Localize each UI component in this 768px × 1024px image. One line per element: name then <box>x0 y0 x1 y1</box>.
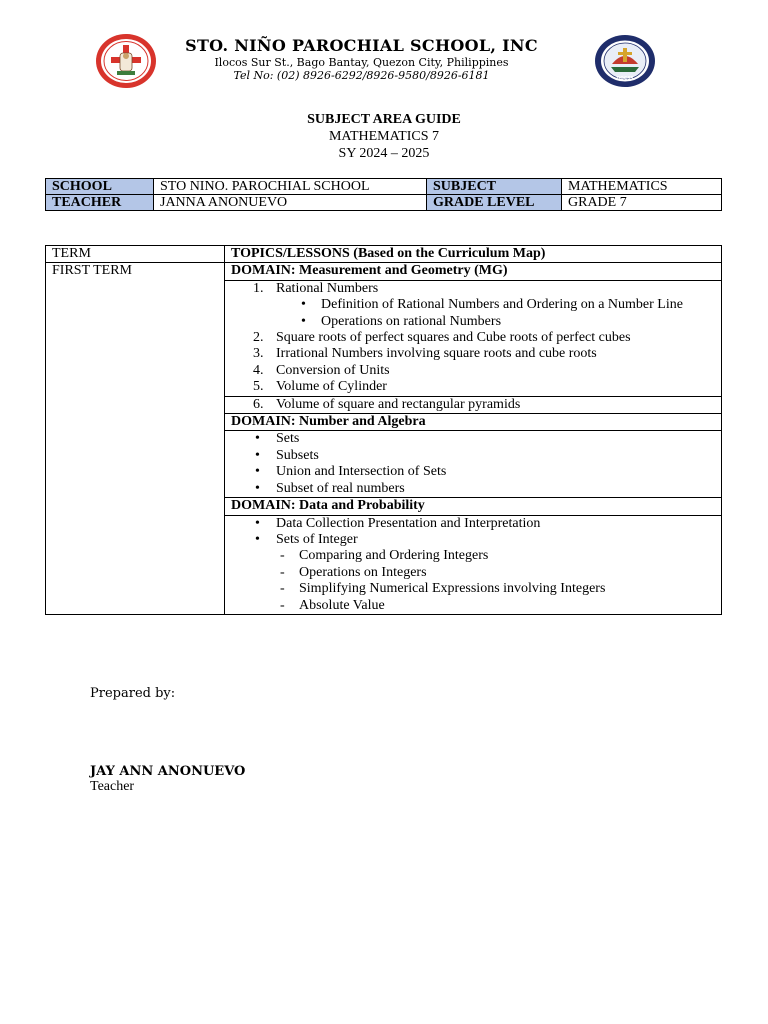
diocesan-seal-icon <box>594 34 656 88</box>
topics-table <box>45 245 722 615</box>
school-name: STO. NIÑO PAROCHIAL SCHOOL, INC <box>185 36 538 55</box>
teacher-value: JANNA ANONUEVO <box>154 195 427 211</box>
list-item: 4. Conversion of Units <box>253 362 390 378</box>
list-item: • Definition of Rational Numbers and Ordering on a Number Line <box>301 297 683 313</box>
guide-school-year: SY 2024 – 2025 <box>338 146 430 161</box>
list-item: • Union and Intersection of Sets <box>255 464 447 480</box>
school-label: SCHOOL <box>46 179 154 195</box>
term-header: TERM <box>46 246 225 263</box>
right-logo-text: DOCSS <box>616 76 634 82</box>
list-item: • Subset of real numbers <box>255 480 405 496</box>
list-item: 1. Rational Numbers <box>253 280 379 296</box>
subject-label: SUBJECT <box>427 179 562 195</box>
grade-value: GRADE 7 <box>562 195 722 211</box>
domain1-title: DOMAIN: Measurement and Geometry (MG) <box>225 263 722 280</box>
signer-role: Teacher <box>90 779 135 794</box>
list-item: 5. Volume of Cylinder <box>253 379 387 395</box>
topics-header-row <box>46 246 722 263</box>
list-item: • Sets of Integer <box>255 531 358 547</box>
list-item: - Operations on Integers <box>280 564 427 580</box>
list-item: 6. Volume of square and rectangular pyramids <box>253 396 521 412</box>
list-item: - Simplifying Numerical Expressions involving Integers <box>280 581 606 597</box>
term-first: FIRST TERM <box>46 263 225 615</box>
domain3-title: DOMAIN: Data and Probability <box>225 498 722 515</box>
domain2-body <box>225 431 722 498</box>
list-item: • Subsets <box>255 447 319 463</box>
info-table <box>45 178 722 211</box>
school-address: Ilocos Sur St., Bago Bantay, Quezon City, Philippines <box>214 56 509 69</box>
signer-name: JAY ANN ANONUEVO <box>90 764 246 779</box>
school-telephone: Tel No: (02) 8926-6292/8926-9580/8926-6181 <box>233 69 490 82</box>
grade-label: GRADE LEVEL <box>427 195 562 211</box>
list-item: • Sets <box>255 431 300 447</box>
list-item: 3. Irrational Numbers involving square roots and cube roots <box>253 346 597 362</box>
domain3-body <box>225 515 722 614</box>
list-item: 2. Square roots of perfect squares and Cube roots of perfect cubes <box>253 330 631 346</box>
teacher-label: TEACHER <box>46 195 154 211</box>
list-item: - Comparing and Ordering Integers <box>280 548 489 564</box>
domain2-title: DOMAIN: Number and Algebra <box>225 414 722 431</box>
domain1-body <box>225 280 722 396</box>
domain1-title-row <box>46 263 722 280</box>
prepared-by-label: Prepared by: <box>90 686 176 701</box>
guide-subject: MATHEMATICS 7 <box>328 129 440 144</box>
list-item: • Data Collection Presentation and Interpretation <box>255 515 541 531</box>
school-value: STO NINO. PAROCHIAL SCHOOL <box>154 179 427 195</box>
list-item: - Absolute Value <box>280 597 385 613</box>
list-item: • Operations on rational Numbers <box>301 313 502 329</box>
info-row-teacher <box>46 195 722 211</box>
subject-value: MATHEMATICS <box>562 179 722 195</box>
info-row-school <box>46 179 722 195</box>
topics-header: TOPICS/LESSONS (Based on the Curriculum Map) <box>225 246 722 263</box>
guide-title: SUBJECT AREA GUIDE <box>307 112 461 127</box>
domain1-last <box>225 396 722 413</box>
